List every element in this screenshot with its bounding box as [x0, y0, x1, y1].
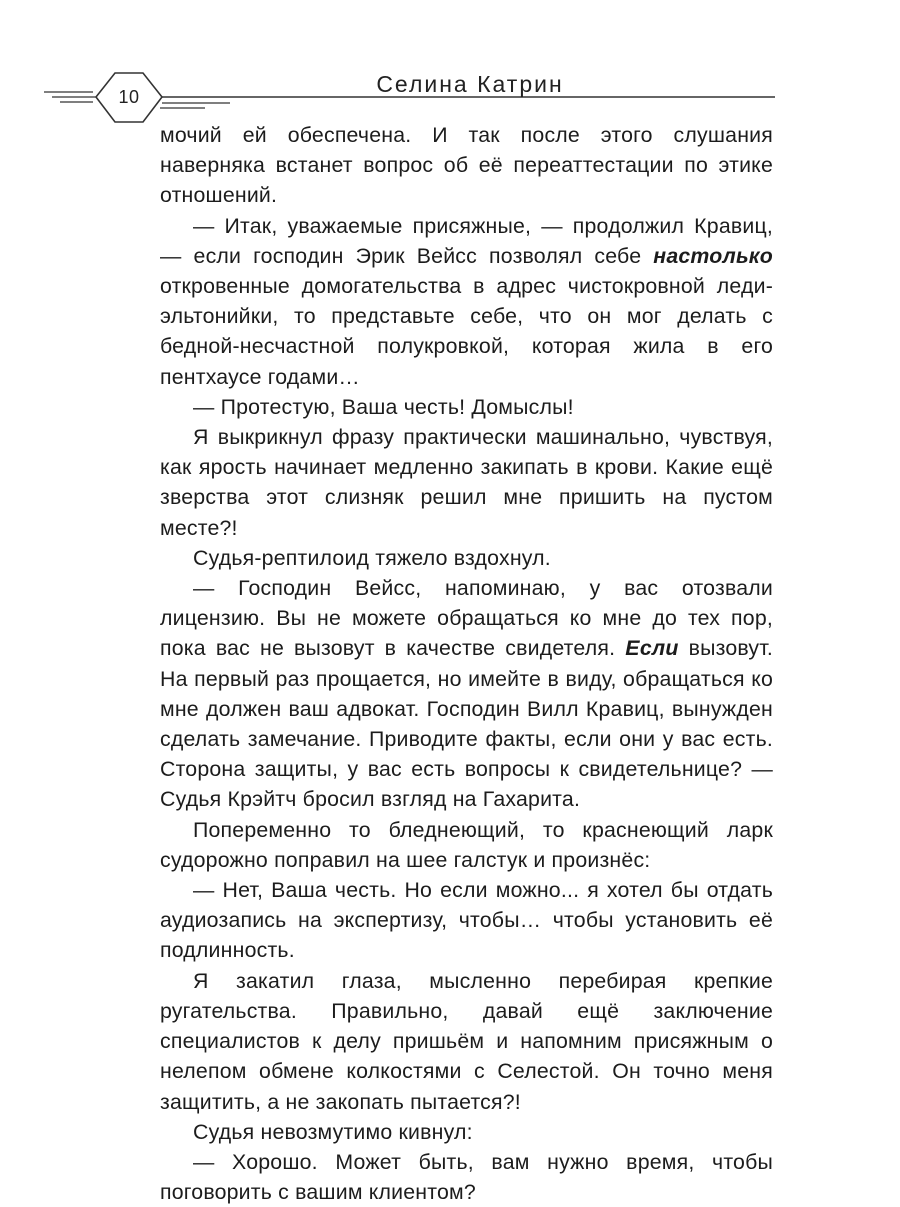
paragraph-3: — Протестую, Ваша честь! Домыслы! [193, 394, 574, 419]
running-title: Селина Катрин [376, 71, 564, 97]
paragraph-7: Попеременно то бледнеющий, то краснеющий ларк судорожно поправил на шее галстук и произнёс: [160, 817, 773, 872]
paragraph-2-emphasis: настолько [653, 243, 773, 268]
paragraph-6-part-1: — Господин Вейсс, напоминаю, у вас отозвали лицензию. Вы не можете обращаться ко мне до тех пор, пока вас не вызовут в качестве свидетеля. [160, 576, 773, 661]
paragraph-1: мочий ей обеспечена. И так после этого слушания наверняка встанет вопрос об её переаттестации по этике отношений. [160, 123, 773, 208]
paragraph-11: — Хорошо. Может быть, вам нужно время, чтобы поговорить с вашим клиентом? [160, 1149, 773, 1205]
paragraph-6 [160, 573, 773, 815]
paragraph-10: Судья невозмутимо кивнул: [193, 1119, 473, 1144]
paragraph-4: Я выкрикнул фразу практически машинально, чувствуя, как ярость начинает медленно закипать в крови. Какие ещё зверства этот слизняк решил мне пришить на пустом месте?! [160, 425, 773, 540]
paragraph-2-part-2: откровенные домогательства в адрес чистокровной леди-эльтонийки, то представьте себе, что он мог делать с бедной-несчастной полукровкой, которая жила в его пентхаусе годами… [160, 274, 773, 389]
paragraph-8: — Нет, Ваша честь. Но если можно... я хотел бы отдать аудиозапись на экспертизу, чтобы… чтобы установить её подлинность. [160, 878, 773, 963]
paragraph-6-part-2: вызовут. На первый раз прощается, но имейте в виду, обращаться ко мне должен ваш адвокат. Господин Вилл Кравиц, вынужден сделать замечание. Приводите факты, если они у вас есть. Сторона защиты, у вас есть вопросы к свидетельнице? — Судья Крэйтч бросил взгляд на Гахарита. [160, 636, 773, 812]
paragraph-6-emphasis: Если [625, 636, 679, 661]
paragraph-2-part-1: — Итак, уважаемые присяжные, — продолжил Кравиц, — если господин Эрик Вейсс позволял себе [160, 213, 773, 268]
page-header [0, 0, 900, 140]
paragraph-9: Я закатил глаза, мысленно перебирая крепкие ругательства. Правильно, давай ещё заключение специалистов к делу пришьём и напомним присяжным о нелепом обмене колкостями с Селестой. Он точно меня защитить, а не закопать пытается?! [160, 968, 773, 1114]
paragraph-2 [160, 211, 773, 392]
page-number: 10 [118, 87, 140, 107]
paragraph-5: Судья-рептилоид тяжело вздохнул. [193, 545, 551, 570]
body-text [160, 120, 773, 1207]
